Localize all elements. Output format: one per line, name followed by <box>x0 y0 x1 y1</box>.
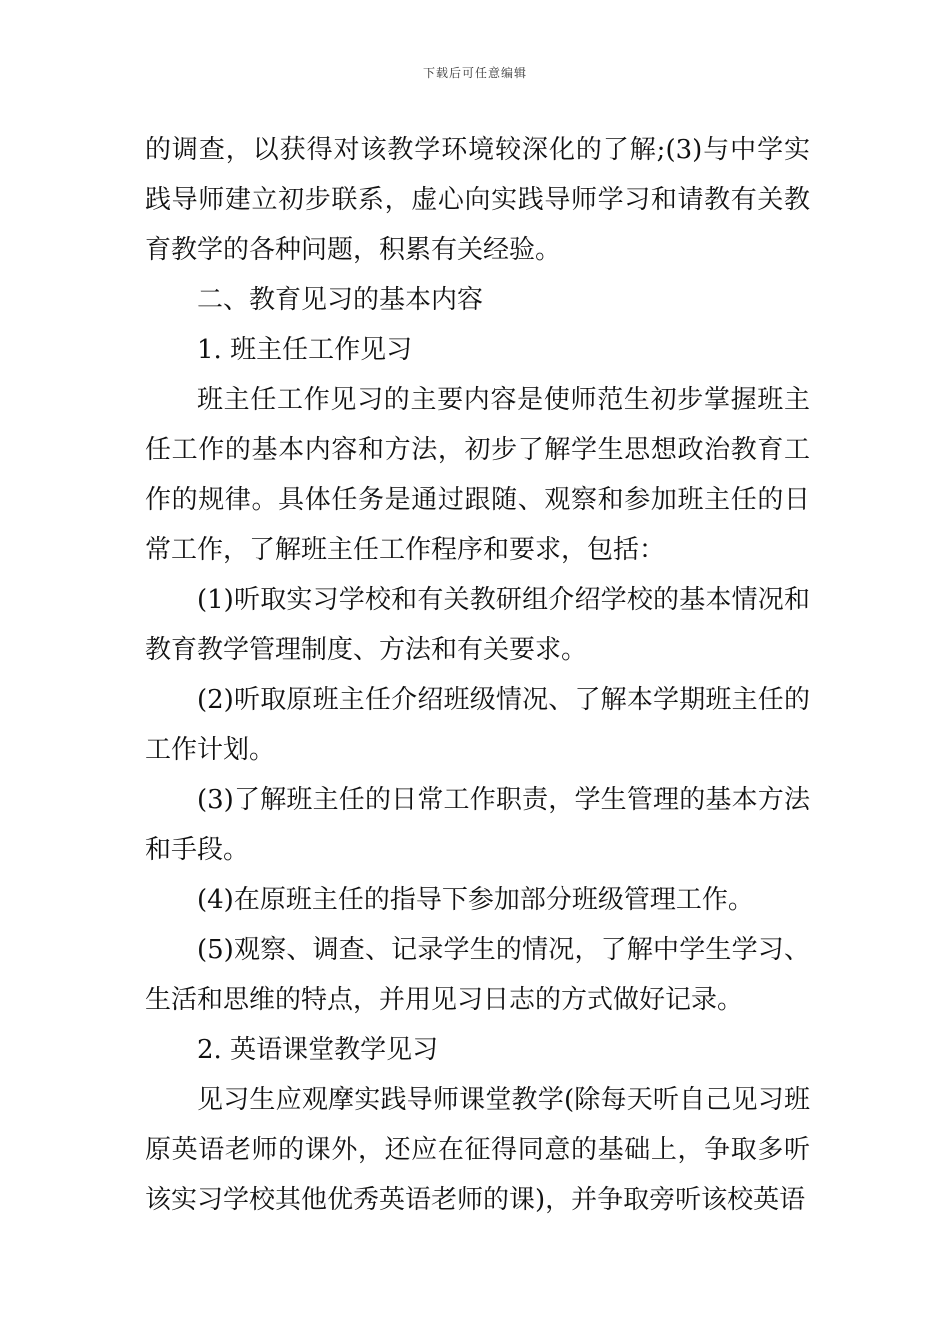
subsection-heading-1: 1. 班主任工作见习 <box>197 335 413 365</box>
page-header-note: 下载后可任意编辑 <box>422 66 527 80</box>
list-item-4: (4)在原班主任的指导下参加部分班级管理工作。 <box>197 885 754 915</box>
list-item-3: (3)了解班主任的日常工作职责，学生管理的基本方法和手段。 <box>145 785 810 865</box>
list-item-5: (5)观察、调查、记录学生的情况，了解中学生学习、生活和思维的特点，并用见习日志的方式做好记录。 <box>145 935 810 1015</box>
list-item-2: (2)听取原班主任介绍班级情况、了解本学期班主任的工作计划。 <box>145 685 810 765</box>
paragraph-11: 见习生应观摩实践导师课堂教学(除每天听自己见习班原英语老师的课外，还应在征得同意的基础上，争取多听该实习学校其他优秀英语老师的课)，并争取旁听该校英语 <box>145 1085 810 1215</box>
paragraph-4: 班主任工作见习的主要内容是使师范生初步掌握班主任工作的基本内容和方法，初步了解学生思想政治教育工作的规律。具体任务是通过跟随、观察和参加班主任的日常工作，了解班主任工作程序和要求，包括： <box>145 385 810 565</box>
paragraph-1: 的调查，以获得对该教学环境较深化的了解;(3)与中学实践导师建立初步联系，虚心向实践导师学习和请教有关教育教学的各种问题，积累有关经验。 <box>145 135 810 265</box>
section-heading-2: 二、教育见习的基本内容 <box>197 285 484 315</box>
list-item-1: (1)听取实习学校和有关教研组介绍学校的基本情况和教育教学管理制度、方法和有关要求。 <box>145 585 810 665</box>
document-body <box>145 125 810 1225</box>
subsection-heading-2: 2. 英语课堂教学见习 <box>197 1035 439 1065</box>
